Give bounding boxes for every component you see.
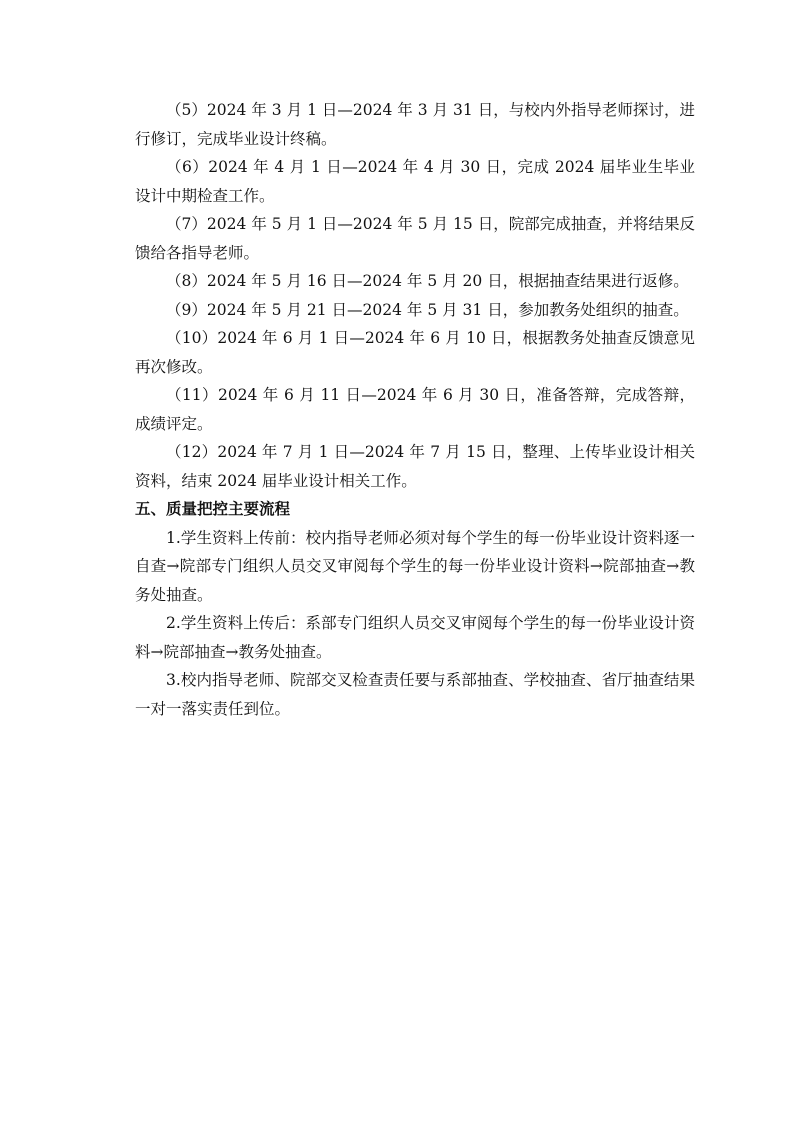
schedule-item-9: （9）2024 年 5 月 21 日—2024 年 5 月 31 日，参加教务处组织的抽查。: [166, 300, 689, 319]
schedule-item-5: （5）2024 年 3 月 1 日—2024 年 3 月 31 日，与校内外指导老师探讨，进行修订，完成毕业设计终稿。: [135, 101, 695, 148]
quality-step-3: 3.校内指导老师、院部交叉检查责任要与系部抽查、学校抽查、省厅抽查结果一对一落实责任到位。: [135, 671, 695, 718]
schedule-item-6: （6）2024 年 4 月 1 日—2024 年 4 月 30 日，完成 2024 届毕业生毕业设计中期检查工作。: [135, 158, 695, 205]
quality-step-2: 2.学生资料上传后：系部专门组织人员交叉审阅每个学生的每一份毕业设计资料→院部抽查→教务处抽查。: [135, 614, 695, 661]
schedule-item-11: （11）2024 年 6 月 11 日—2024 年 6 月 30 日，准备答辩，完成答辩，成绩评定。: [135, 386, 695, 433]
schedule-item-8: （8）2024 年 5 月 16 日—2024 年 5 月 20 日，根据抽查结果进行返修。: [166, 272, 689, 290]
page-body: [135, 96, 695, 723]
section-heading: 五、质量把控主要流程: [135, 500, 291, 518]
schedule-item-10: （10）2024 年 6 月 1 日—2024 年 6 月 10 日，根据教务处抽查反馈意见再次修改。: [135, 329, 695, 376]
quality-step-1: 1.学生资料上传前：校内指导老师必须对每个学生的每一份毕业设计资料逐一自查→院部专门组织人员交叉审阅每个学生的每一份毕业设计资料→院部抽查→教务处抽查。: [135, 528, 695, 604]
schedule-item-7: （7）2024 年 5 月 1 日—2024 年 5 月 15 日，院部完成抽查，并将结果反馈给各指导老师。: [135, 215, 695, 262]
schedule-item-12: （12）2024 年 7 月 1 日—2024 年 7 月 15 日，整理、上传毕业设计相关资料，结束 2024 届毕业设计相关工作。: [135, 443, 695, 490]
